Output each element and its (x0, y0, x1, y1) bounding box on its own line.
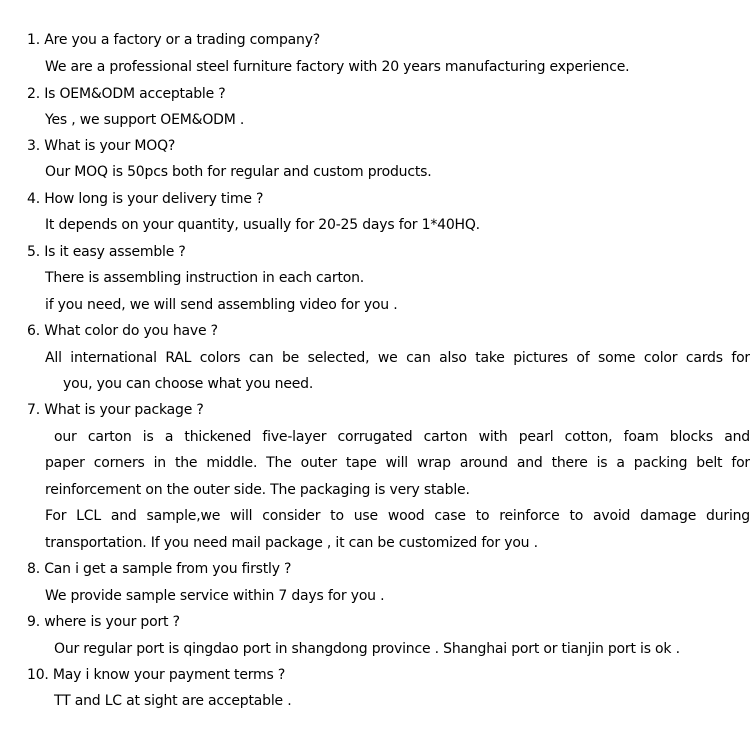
faq-answer-8-line-1: We provide sample service within 7 days for you . (45, 588, 385, 604)
faq-question-4: 4. How long is your delivery time ? (27, 191, 264, 207)
faq-question-2: 2. Is OEM&ODM acceptable ? (27, 86, 226, 102)
faq-question-1: 1. Are you a factory or a trading company? (27, 32, 321, 48)
faq-answer-10-line-1: TT and LC at sight are acceptable . (54, 693, 292, 709)
faq-answer-1-line-1: We are a professional steel furniture factory with 20 years manufacturing experience. (45, 59, 630, 75)
faq-question-9: 9. where is your port ? (27, 614, 180, 630)
faq-question-7: 7. What is your package ? (27, 402, 204, 418)
faq-answer-7-line-4: For LCL and sample,we will consider to use wood case to reinforce to avoid damage during (45, 508, 750, 524)
faq-answer-6-line-2: you, you can choose what you need. (63, 376, 314, 392)
faq-answer-7-line-5: transportation. If you need mail package , it can be customized for you . (45, 535, 538, 551)
faq-answer-5-line-1: There is assembling instruction in each carton. (45, 270, 365, 286)
faq-answer-9-line-1: Our regular port is qingdao port in shangdong province . Shanghai port or tianjin port is ok . (54, 641, 680, 657)
faq-answer-5-line-2: if you need, we will send assembling video for you . (45, 297, 398, 313)
faq-answer-6-line-1: All international RAL colors can be selected, we can also take pictures of some color cards for (45, 350, 750, 366)
faq-answer-4-line-1: It depends on your quantity, usually for 20-25 days for 1*40HQ. (45, 217, 480, 233)
faq-answer-7-line-2: paper corners in the middle. The outer tape will wrap around and there is a packing belt for (45, 455, 750, 471)
faq-answer-7-line-1: our carton is a thickened five-layer corrugated carton with pearl cotton, foam blocks and (54, 429, 750, 445)
faq-question-6: 6. What color do you have ? (27, 323, 218, 339)
faq-question-3: 3. What is your MOQ? (27, 138, 176, 154)
faq-answer-3-line-1: Our MOQ is 50pcs both for regular and custom products. (45, 164, 432, 180)
faq-question-5: 5. Is it easy assemble ? (27, 244, 186, 260)
faq-question-8: 8. Can i get a sample from you firstly ? (27, 561, 292, 577)
faq-answer-2-line-1: Yes , we support OEM&ODM . (45, 112, 245, 128)
faq-answer-7-line-3: reinforcement on the outer side. The packaging is very stable. (45, 482, 470, 498)
faq-question-10: 10. May i know your payment terms ? (27, 667, 286, 683)
